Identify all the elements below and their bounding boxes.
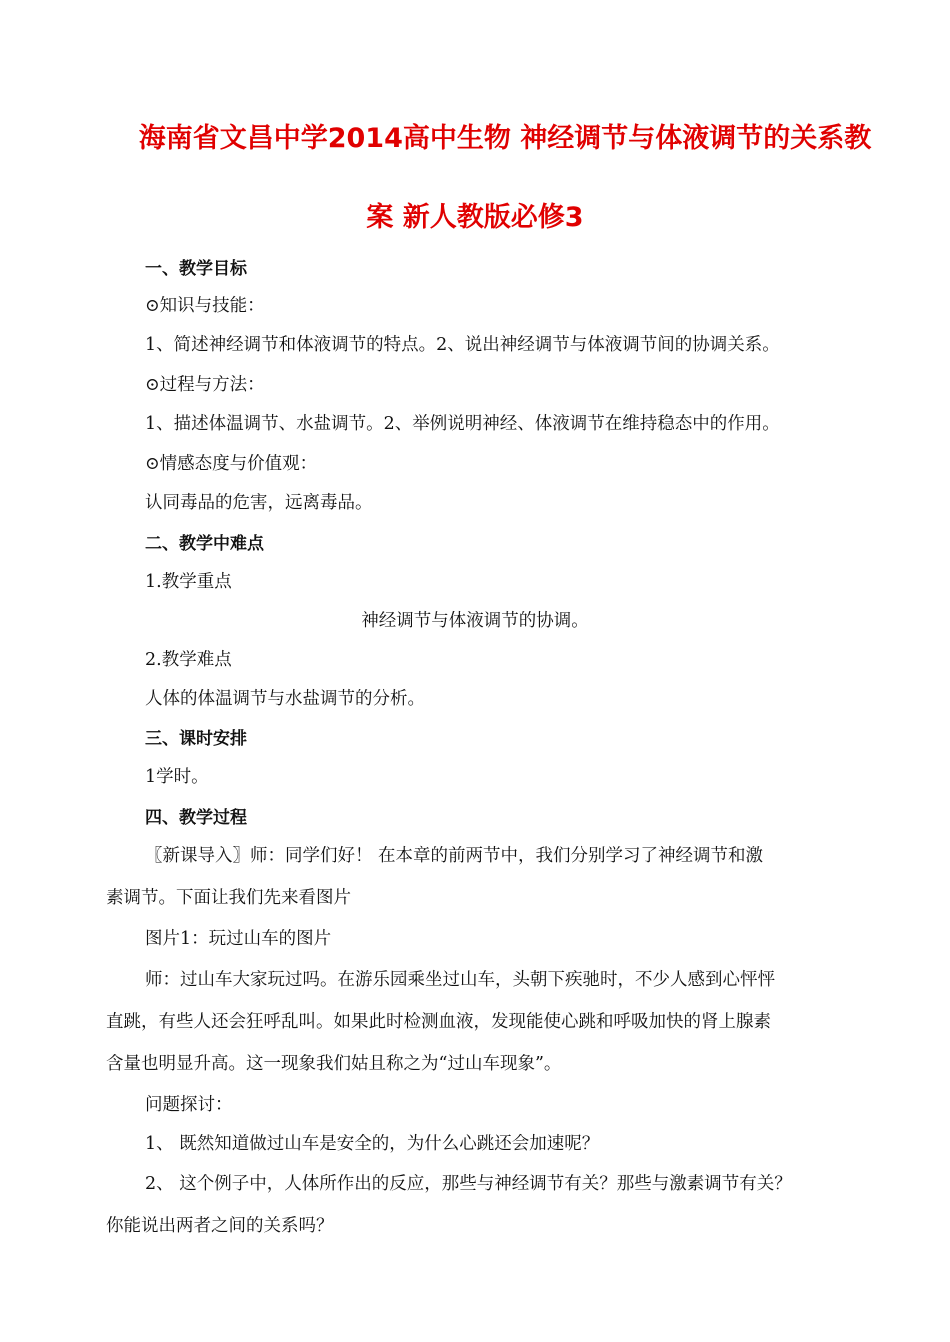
key-point-label: 1.教学重点 (145, 572, 232, 592)
teacher-line2: 直跳，有些人还会狂呼乱叫。如果此时检测血液，发现能使心跳和呼吸加快的肾上腺素 (106, 1012, 771, 1032)
attitude-label: ⊙情感态度与价值观： (145, 454, 318, 474)
intro-line2: 素调节。下面让我们先来看图片 (106, 888, 351, 908)
question-2-line1: 2、 这个例子中，人体所作出的反应，那些与神经调节有关？那些与激素调节有关？ (145, 1174, 792, 1194)
process-label: ⊙过程与方法： (145, 375, 265, 395)
intro-line1: 〖新课导入〗师：同学们好！ 在本章的前两节中，我们分别学习了神经调节和激 (145, 846, 764, 866)
discussion-label: 问题探讨： (145, 1095, 233, 1115)
document-title-line2: 案 新人教版必修3 (366, 202, 584, 233)
key-point-text: 神经调节与体液调节的协调。 (361, 611, 589, 631)
hard-point-text: 人体的体温调节与水盐调节的分析。 (145, 689, 425, 709)
goals-heading: 一、教学目标 (145, 259, 247, 279)
procedure-heading: 四、教学过程 (145, 808, 247, 828)
document-title-line1: 海南省文昌中学2014高中生物 神经调节与体液调节的关系教 (138, 123, 872, 154)
process-text: 1、描述体温调节、水盐调节。2、举例说明神经、体液调节在维持稳态中的作用。 (145, 414, 780, 434)
hard-point-label: 2.教学难点 (145, 650, 232, 670)
knowledge-label: ⊙知识与技能： (145, 296, 265, 316)
question-2-line2: 你能说出两者之间的关系吗？ (106, 1216, 334, 1236)
teacher-line1: 师：过山车大家玩过吗。在游乐园乘坐过山车，头朝下疾驰时，不少人感到心怦怦 (145, 970, 775, 990)
difficulty-heading: 二、教学中难点 (145, 534, 264, 554)
knowledge-text: 1、简述神经调节和体液调节的特点。2、说出神经调节与体液调节间的协调关系。 (145, 335, 780, 355)
teacher-line3: 含量也明显升高。这一现象我们姑且称之为“过山车现象”。 (106, 1054, 562, 1074)
schedule-heading: 三、课时安排 (145, 729, 247, 749)
picture-caption: 图片1：玩过山车的图片 (145, 929, 332, 949)
question-1: 1、 既然知道做过山车是安全的，为什么心跳还会加速呢？ (145, 1134, 600, 1154)
attitude-text: 认同毒品的危害，远离毒品。 (145, 493, 373, 513)
schedule-text: 1学时。 (145, 767, 209, 787)
